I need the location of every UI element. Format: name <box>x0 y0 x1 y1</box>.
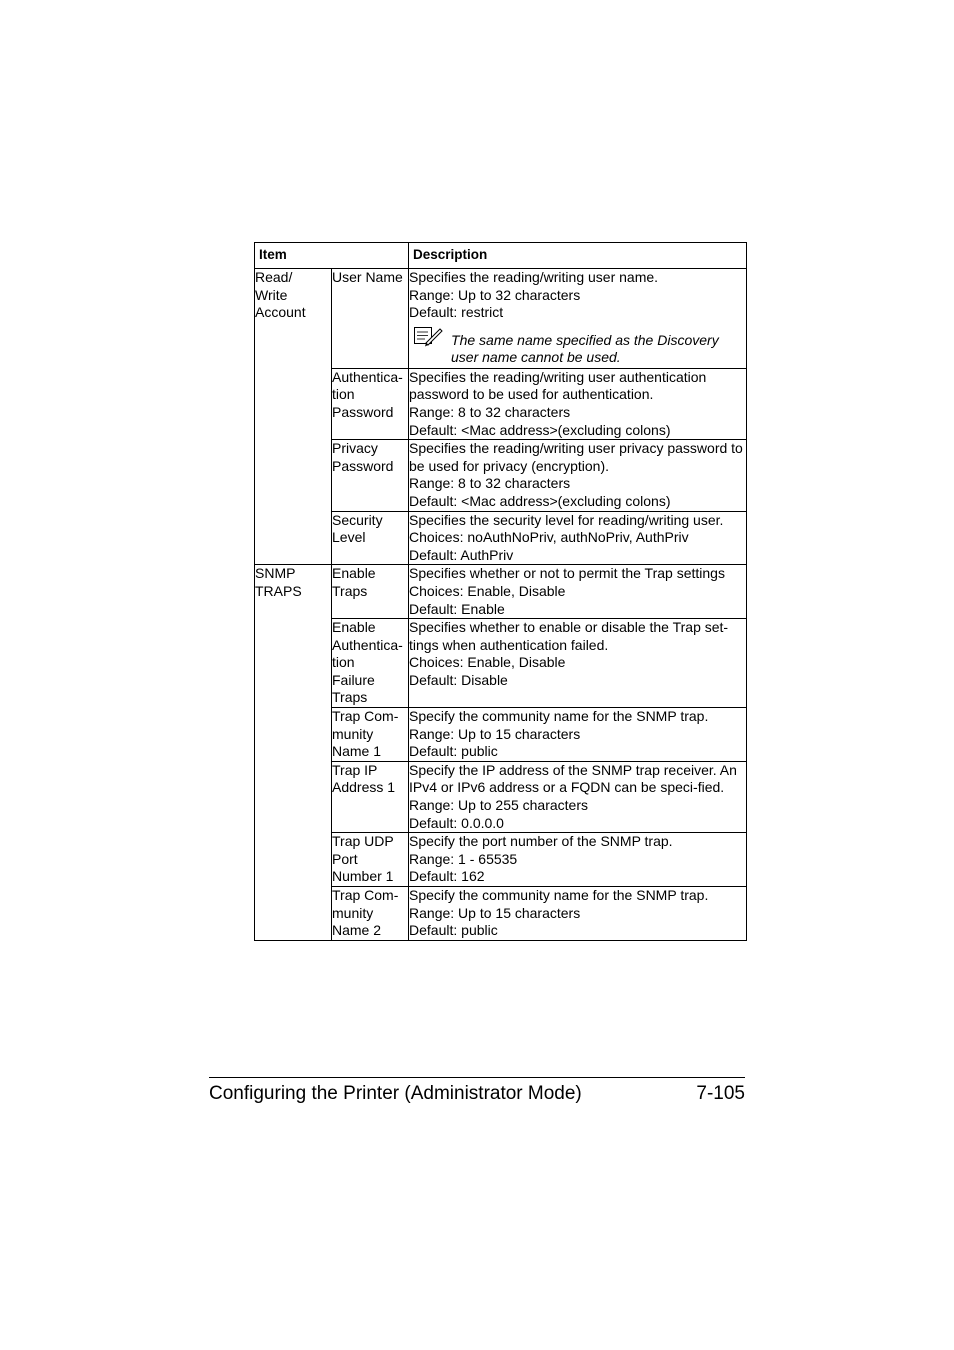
description-cell <box>409 833 747 887</box>
description-line: Default: restrict <box>409 304 504 321</box>
description-cell <box>409 619 747 708</box>
settings-table <box>254 242 747 941</box>
table-row <box>255 269 747 369</box>
footer-divider <box>209 1077 745 1078</box>
description-cell <box>409 440 747 511</box>
item-name-cell: Trap IP Address 1 <box>332 761 409 832</box>
description-line: Specify the port number of the SNMP trap. <box>409 833 673 850</box>
description-cell <box>409 368 747 439</box>
description-line: Range: Up to 15 characters <box>409 725 581 742</box>
description-line: Default: public <box>409 922 498 939</box>
memo-pencil-icon <box>413 324 443 348</box>
description-column-header: Description <box>409 243 747 269</box>
description-line: Range: Up to 15 characters <box>409 904 581 921</box>
item-name-cell: Privacy Password <box>332 440 409 511</box>
description-line: Specifies the reading/writing user authentication password to be used for authentication. <box>409 368 707 403</box>
item-name-cell: User Name <box>332 269 409 369</box>
description-cell <box>409 511 747 565</box>
table-body <box>255 269 747 941</box>
description-line: Range: 8 to 32 characters <box>409 475 571 492</box>
description-line: Default: AuthPriv <box>409 546 514 563</box>
description-line: Default: Disable <box>409 671 508 688</box>
description-cell <box>409 887 747 941</box>
description-line: Range: 8 to 32 characters <box>409 403 571 420</box>
description-line: Specifies the security level for reading/writing user. <box>409 511 724 528</box>
item-name-cell: Trap UDP Port Number 1 <box>332 833 409 887</box>
description-line: Specify the community name for the SNMP trap. <box>409 708 709 725</box>
description-line: Range: Up to 32 characters <box>409 286 581 303</box>
description-line: Choices: Enable, Disable <box>409 654 566 671</box>
group-label: Read/ Write Account <box>255 269 306 321</box>
description-line: Default: <Mac address>(excluding colons) <box>409 492 671 509</box>
item-name-cell: Authentica- tion Password <box>332 368 409 439</box>
group-label-cell <box>255 269 332 565</box>
description-line: Range: Up to 255 characters <box>409 797 589 814</box>
description-line: Specifies the reading/writing user name. <box>409 269 659 285</box>
description-line: Choices: Enable, Disable <box>409 582 566 599</box>
description-cell <box>409 565 747 619</box>
description-line: Specify the IP address of the SNMP trap receiver. An IPv4 or IPv6 address or a FQDN can be speci-fied. <box>409 761 737 796</box>
description-line: Default: <Mac address>(excluding colons) <box>409 421 671 438</box>
item-name-cell: Enable Traps <box>332 565 409 619</box>
item-name-cell: Trap Com- munity Name 1 <box>332 708 409 762</box>
description-line: Choices: noAuthNoPriv, authNoPriv, AuthPriv <box>409 529 689 546</box>
item-name-cell: Enable Authentica- tion Failure Traps <box>332 619 409 708</box>
description-line: Specify the community name for the SNMP trap. <box>409 887 709 903</box>
item-name-cell: Security Level <box>332 511 409 565</box>
description-cell <box>409 708 747 762</box>
description-line: Default: 162 <box>409 868 485 885</box>
table-row <box>255 565 747 619</box>
item-name-cell: Trap Com- munity Name 2 <box>332 887 409 941</box>
description-line: Range: 1 - 65535 <box>409 850 518 867</box>
description-line: Specifies whether or not to permit the Trap settings <box>409 565 725 582</box>
description-line: Default: 0.0.0.0 <box>409 814 504 831</box>
description-cell <box>409 269 747 369</box>
description-line: Specifies the reading/writing user privacy password to be used for privacy (encryption). <box>409 440 743 474</box>
footer-page-number: 7-105 <box>696 1083 745 1104</box>
note-text: The same name specified as the Discovery user name cannot be used. <box>451 331 719 366</box>
description-cell <box>409 761 747 832</box>
footer-chapter-title: Configuring the Printer (Administrator Mode) <box>209 1083 582 1104</box>
item-column-header: Item <box>255 243 409 269</box>
group-label: SNMP TRAPS <box>255 565 302 599</box>
description-line: Default: Enable <box>409 600 505 617</box>
group-label-cell <box>255 565 332 940</box>
note-block <box>409 332 746 368</box>
description-line: Default: public <box>409 743 498 760</box>
description-line: Specifies whether to enable or disable the Trap set-tings when authentication failed. <box>409 619 729 653</box>
table-header-row <box>255 243 747 269</box>
